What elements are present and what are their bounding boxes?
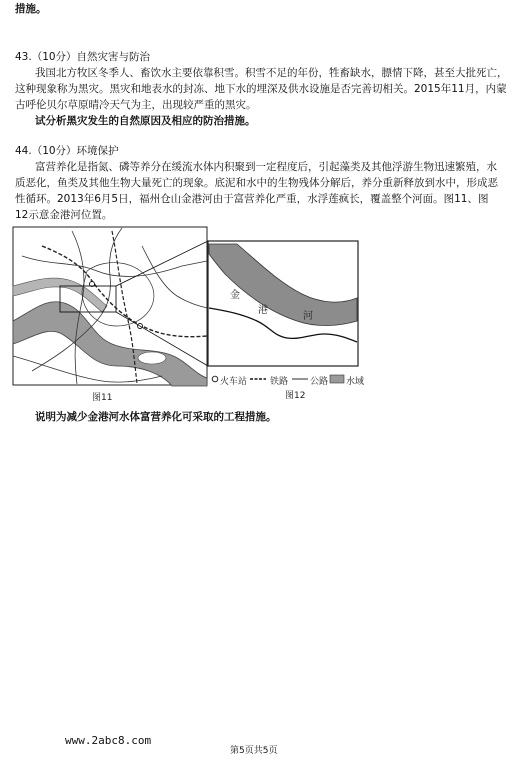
fig11-island — [138, 352, 166, 364]
fig12-river-char-2: 港 — [258, 305, 268, 316]
fig12-caption: 图12 — [285, 391, 306, 401]
q44-line-1: 富营养化是指氮、磷等养分在缓流水体内积聚到一定程度后，引起藻类及其他浮游生物迅速繁殖，水 — [35, 161, 497, 173]
q43-line-3: 古呼伦贝尔草原晴冷天气为主，出现较严重的黑灾。 — [15, 99, 257, 111]
q43-question: 试分析黑灾发生的自然原因及相应的防治措施。 — [35, 115, 256, 127]
previous-question-fragment: 措施。 — [15, 3, 47, 15]
q43-heading: 43.（10分）自然灾害与防治 — [15, 51, 151, 63]
footer-website: www.2abc8.com — [65, 734, 152, 747]
q44-line-2: 质恶化，鱼类及其他生物大量死亡的现象。底泥和水中的生物残体分解后，养分重新释放到水中，形成恶 — [15, 177, 498, 189]
q43-line-2: 这种现象称为黑灾。黑灾和地表水的封冻、地下水的埋深及供水设施是否完善切相关。2015年11月，内蒙 — [15, 83, 507, 95]
fig12-river-char-3: 河 — [303, 311, 313, 322]
legend-water-label: 水域 — [346, 377, 365, 387]
q44-line-3: 性循环。2013年6月5日，福州仓山金港河由于富营养化严重，水浮莲疯长，覆盖整个河面。图11、图 — [15, 193, 489, 205]
legend-water-icon — [330, 375, 344, 383]
legend-road-label: 公路 — [310, 377, 329, 387]
legend-station-icon — [212, 376, 218, 382]
fig11-caption: 图11 — [92, 393, 113, 403]
fig12-river-char-1: 金 — [230, 290, 240, 301]
q44-line-4: 12示意金港河位置。 — [15, 209, 113, 221]
q43-line-1: 我国北方牧区冬季人、畜饮水主要依靠积雪。积雪不足的年份，牲畜缺水，膘情下降，甚至大批死亡， — [35, 67, 508, 79]
q44-question: 说明为减少金港河水体富营养化可采取的工程措施。 — [35, 411, 277, 423]
legend-railway-label: 铁路 — [270, 377, 289, 387]
q44-heading: 44.（10分）环境保护 — [15, 145, 119, 157]
footer-page-number: 第5页共5页 — [230, 746, 278, 756]
legend-station-label: 火车站 — [220, 377, 248, 387]
